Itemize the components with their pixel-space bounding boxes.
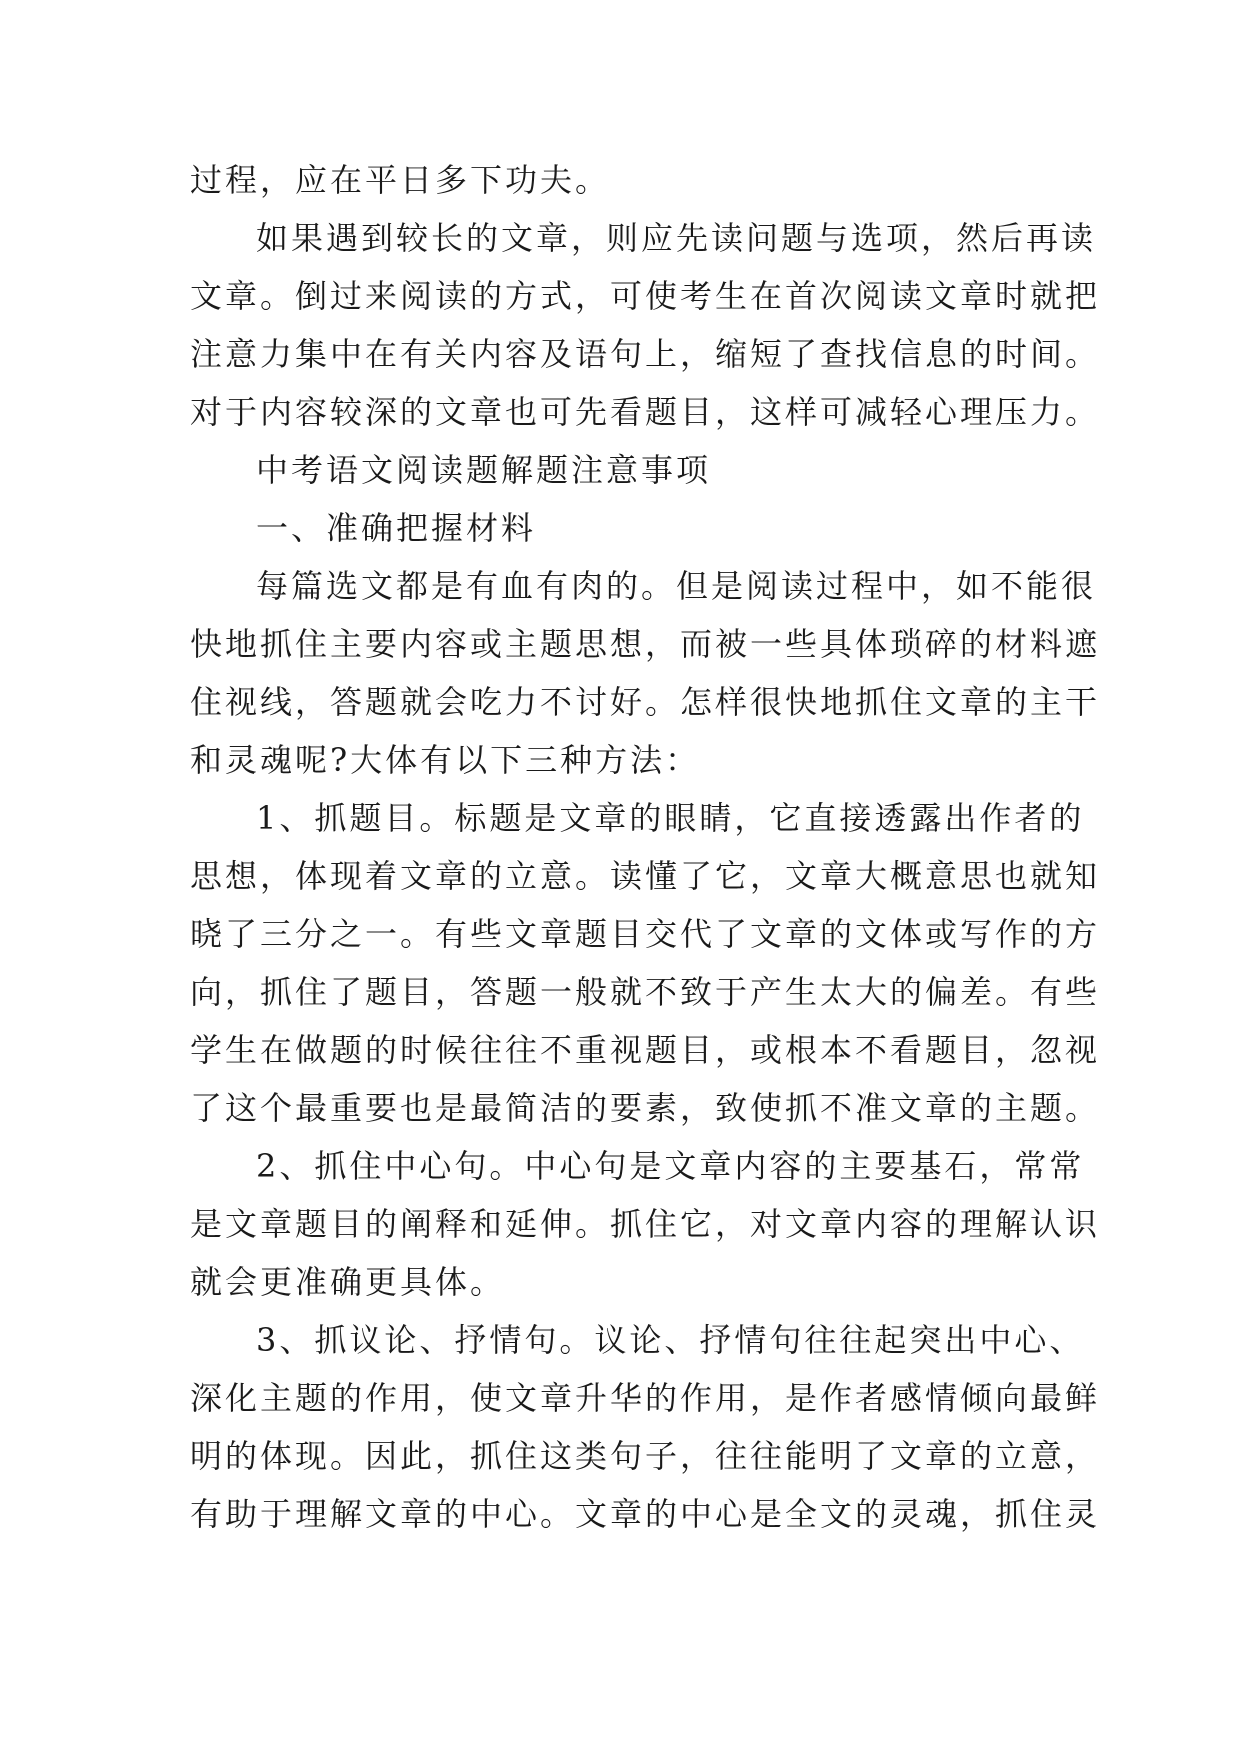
subsection-heading: 一、准确把握材料 — [256, 509, 537, 547]
text-line: 和灵魂呢?大体有以下三种方法： — [190, 741, 701, 779]
text-line: 过程，应在平日多下功夫。 — [190, 161, 611, 199]
text-line: 有助于理解文章的中心。文章的中心是全文的灵魂，抓住灵 — [190, 1495, 1101, 1533]
text-line: 注意力集中在有关内容及语句上，缩短了查找信息的时间。 — [190, 335, 1101, 373]
paragraph-start-line: 每篇选文都是有血有肉的。但是阅读过程中，如不能很 — [256, 567, 1097, 605]
text-line: 文章。倒过来阅读的方式，可使考生在首次阅读文章时就把 — [190, 277, 1101, 315]
text-line: 思想，体现着文章的立意。读懂了它，文章大概意思也就知 — [190, 857, 1101, 895]
text-line: 快地抓住主要内容或主题思想，而被一些具体琐碎的材料遮 — [190, 625, 1101, 663]
text-line: 了这个最重要也是最简洁的要素，致使抓不准文章的主题。 — [190, 1089, 1101, 1127]
list-item-2-start: 2、抓住中心句。中心句是文章内容的主要基石，常常 — [256, 1147, 1085, 1185]
list-item-3-start: 3、抓议论、抒情句。议论、抒情句往往起突出中心、 — [256, 1321, 1085, 1359]
text-line: 晓了三分之一。有些文章题目交代了文章的文体或写作的方 — [190, 915, 1101, 953]
body-text — [190, 151, 1101, 1543]
text-line: 住视线，答题就会吃力不讨好。怎样很快地抓住文章的主干 — [190, 683, 1101, 721]
list-item-1-start: 1、抓题目。标题是文章的眼睛，它直接透露出作者的 — [256, 799, 1085, 837]
text-line: 是文章题目的阐释和延伸。抓住它，对文章内容的理解认识 — [190, 1205, 1101, 1243]
text-line: 明的体现。因此，抓住这类句子，往往能明了文章的立意， — [190, 1437, 1101, 1475]
section-heading: 中考语文阅读题解题注意事项 — [256, 451, 712, 489]
text-line: 向，抓住了题目，答题一般就不致于产生太大的偏差。有些 — [190, 973, 1101, 1011]
text-line: 就会更准确更具体。 — [190, 1263, 506, 1301]
text-line: 深化主题的作用，使文章升华的作用，是作者感情倾向最鲜 — [190, 1379, 1101, 1417]
text-line: 对于内容较深的文章也可先看题目，这样可减轻心理压力。 — [190, 393, 1101, 431]
paragraph-start-line: 如果遇到较长的文章，则应先读问题与选项，然后再读 — [256, 219, 1097, 257]
text-line: 学生在做题的时候往往不重视题目，或根本不看题目，忽视 — [190, 1031, 1101, 1069]
